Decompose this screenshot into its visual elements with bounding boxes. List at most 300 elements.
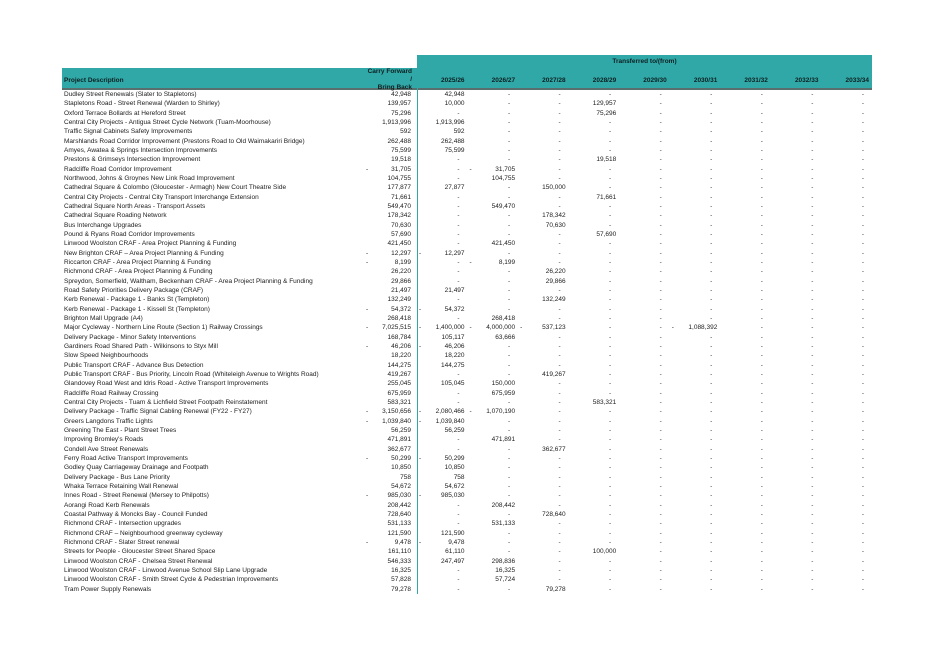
- project-description-cell: Glandovey Road West and Idris Road - Active Transport Improvements: [64, 380, 269, 388]
- year-value-cell: -: [861, 147, 864, 155]
- year-value-cell: -: [558, 426, 561, 434]
- year-value-cell: -: [811, 91, 814, 99]
- year-value-cell: -: [811, 501, 814, 509]
- year-value-cell: -: [760, 548, 763, 556]
- year-value-cell: -: [457, 520, 460, 528]
- year-value-cell: -: [861, 426, 864, 434]
- table-row: [62, 379, 872, 388]
- year-value-cell: -: [659, 91, 662, 99]
- year-value-cell: -: [659, 109, 662, 117]
- year-value-cell: -: [558, 128, 561, 136]
- year-value-cell: - 537,123: [520, 324, 566, 332]
- year-value-cell: -: [710, 417, 713, 425]
- carry-forward-cell: 471,891: [387, 436, 411, 444]
- year-value-cell: -: [710, 221, 713, 229]
- carry-forward-cell: 419,267: [387, 371, 411, 378]
- year-value-cell: -: [659, 259, 662, 267]
- table-row: [62, 109, 872, 118]
- year-value-cell: -: [760, 100, 763, 108]
- project-description-cell: Kerb Renewal - Package 1 - Banks St (Templeton): [64, 296, 210, 304]
- year-value-cell: -: [609, 436, 612, 444]
- carry-forward-cell: 178,342: [387, 212, 411, 220]
- year-value-cell: 21,497: [444, 287, 465, 295]
- year-value-cell: -: [710, 548, 713, 556]
- year-value-cell: -: [507, 445, 511, 453]
- year-value-cell: -: [760, 240, 763, 248]
- project-description-cell: Linwood Woolston CRAF - Smith Street Cycle & Pedestrian Improvements: [64, 576, 279, 584]
- carry-forward-header-line1: Carry Forward /: [367, 68, 412, 83]
- year-value-cell: -: [811, 389, 814, 397]
- year-value-cell: -: [811, 361, 814, 369]
- year-value-cell: -: [861, 305, 864, 313]
- project-description-cell: Gardiners Road Shared Path - Wilkinsons to Styx Mill: [64, 343, 218, 351]
- table-row: [62, 277, 872, 286]
- table-row: [62, 398, 872, 407]
- carry-forward-cell: 549,470: [387, 203, 411, 211]
- year-value-cell: -: [659, 408, 662, 416]
- year-value-cell: -: [609, 492, 612, 500]
- year-value-cell: -: [710, 315, 713, 323]
- year-value-cell: -: [861, 576, 864, 584]
- carry-forward-cell: 21,497: [391, 287, 411, 295]
- year-value-cell: -: [609, 305, 612, 313]
- year-value-cell: -: [710, 100, 713, 108]
- carry-forward-cell: 42,948: [391, 91, 411, 99]
- year-value-cell: -: [558, 436, 561, 444]
- year-value-cell: -: [861, 371, 864, 378]
- year-value-cell: -: [760, 91, 763, 99]
- year-value-cell: -: [760, 566, 763, 574]
- year-value-cell: -: [710, 492, 713, 500]
- year-value-cell: 79,278: [545, 585, 566, 593]
- year-value-cell: -: [861, 184, 864, 192]
- banner-spacer: [62, 55, 417, 68]
- project-description-cell: Coastal Pathway & Moncks Bay - Council Funded: [64, 510, 208, 518]
- carry-forward-cell: - 50,299: [366, 454, 411, 462]
- year-value-cell: -: [811, 296, 814, 304]
- carry-forward-cell: 421,450: [387, 240, 411, 248]
- carry-forward-cell: 208,442: [387, 501, 411, 509]
- year-value-cell: 75,599: [444, 147, 465, 155]
- year-value-cell: -: [861, 417, 864, 425]
- year-value-cell: -: [609, 557, 612, 565]
- year-value-cell: -: [710, 231, 713, 239]
- year-value-cell: -: [861, 259, 864, 267]
- year-value-cell: -: [558, 203, 561, 211]
- year-value-cell: -: [659, 417, 662, 425]
- year-value-cell: -: [811, 371, 814, 378]
- year-value-cell: 10,850: [444, 464, 465, 472]
- year-value-cell: -: [811, 315, 814, 323]
- table-row: [62, 295, 872, 304]
- year-value-cell: -: [609, 566, 612, 574]
- year-value-cell: -: [861, 91, 864, 99]
- year-value-cell: -: [760, 361, 763, 369]
- year-value-cell: -: [861, 324, 864, 332]
- year-value-cell: -: [861, 268, 864, 276]
- year-value-cell: -: [609, 147, 612, 155]
- year-value-cell: -: [558, 91, 561, 99]
- project-description-cell: Northwood, Johns & Groynes New Link Road Improvement: [64, 175, 235, 183]
- year-value-cell: -: [558, 380, 561, 388]
- year-value-cell: -: [558, 548, 561, 556]
- year-value-cell: -: [659, 343, 662, 351]
- year-value-cell: -: [558, 165, 561, 173]
- year-value-cell: -: [861, 557, 864, 565]
- year-value-cell: 262,488: [441, 137, 465, 145]
- year-value-cell: -: [861, 231, 864, 239]
- year-value-cell: 18,220: [444, 352, 465, 360]
- year-value-cell: -: [760, 417, 763, 425]
- year-value-cell: 129,957: [592, 100, 617, 108]
- year-value-cell: -: [457, 436, 460, 444]
- year-value-cell: -: [457, 510, 460, 518]
- year-value-cell: -: [609, 249, 612, 257]
- year-value-cell: -: [609, 184, 612, 192]
- carry-forward-cell: 29,866: [391, 277, 411, 285]
- project-description-cell: Cathedral Square & Colombo (Gloucester - Armagh) New Court Theatre Side: [64, 184, 287, 192]
- year-value-cell: -: [659, 184, 662, 192]
- year-value-cell: - 1,070,190: [469, 408, 516, 416]
- year-value-cell: 27,877: [444, 184, 465, 192]
- year-value-cell: -: [811, 184, 814, 192]
- year-value-cell: -: [507, 184, 511, 192]
- table-row: [62, 370, 872, 379]
- year-value-cell: -: [861, 538, 864, 546]
- project-description-cell: Amyes, Awatea & Springs Intersection Improvements: [64, 147, 218, 155]
- year-value-cell: -: [558, 343, 561, 351]
- year-value-cell: -: [507, 473, 511, 481]
- year-value-cell: -: [558, 259, 561, 267]
- year-value-cell: - 1,400,000: [419, 324, 465, 332]
- year-value-cell: -: [609, 175, 612, 183]
- year-value-cell: -: [861, 156, 864, 164]
- year-value-cell: -: [760, 426, 763, 434]
- year-value-cell: -: [507, 137, 511, 145]
- year-value-cell: 247,497: [441, 557, 465, 565]
- year-value-cell: -: [861, 343, 864, 351]
- year-value-cell: -: [710, 240, 713, 248]
- year-value-cell: - 1,088,392: [671, 324, 718, 332]
- year-value-cell: 531,133: [491, 520, 516, 528]
- year-value-cell: -: [811, 566, 814, 574]
- year-value-cell: -: [760, 343, 763, 351]
- year-value-cell: -: [558, 398, 561, 406]
- year-value-cell: -: [609, 128, 612, 136]
- year-value-cell: -: [760, 315, 763, 323]
- year-value-cell: - 9,478: [419, 538, 465, 546]
- year-value-cell: - 50,299: [419, 454, 465, 462]
- project-description-cell: Greening The East - Plant Street Trees: [64, 426, 177, 434]
- year-value-cell: -: [558, 557, 561, 565]
- table-row: [62, 547, 872, 556]
- project-description-cell: Prestons & Grimseys Intersection Improvement: [64, 156, 201, 164]
- carry-forward-cell: 177,877: [387, 184, 411, 192]
- year-value-cell: -: [811, 417, 814, 425]
- year-value-cell: -: [710, 389, 713, 397]
- year-value-cell: -: [861, 473, 864, 481]
- project-description-header: Project Description: [64, 76, 124, 84]
- year-value-cell: -: [659, 585, 662, 593]
- year-value-cell: -: [710, 371, 713, 378]
- project-description-cell: Cathedral Square North Areas - Transport Assets: [64, 203, 206, 211]
- year-value-cell: -: [609, 277, 612, 285]
- project-description-cell: New Brighton CRAF – Area Project Planning & Funding: [64, 249, 224, 257]
- year-value-cell: 100,000: [592, 548, 617, 556]
- year-value-cell: -: [811, 445, 814, 453]
- carry-forward-cell: 57,828: [391, 576, 411, 584]
- year-value-cell: -: [609, 445, 612, 453]
- year-value-cell: -: [710, 464, 713, 472]
- table-row: [62, 146, 872, 155]
- year-value-cell: 10,000: [444, 100, 465, 108]
- year-value-cell: -: [760, 193, 763, 201]
- project-description-cell: Bus Interchange Upgrades: [64, 221, 142, 229]
- year-value-cell: -: [659, 445, 662, 453]
- year-value-cell: -: [861, 389, 864, 397]
- year-value-cell: -: [760, 147, 763, 155]
- year-value-cell: -: [659, 482, 662, 490]
- table-row: [62, 174, 872, 183]
- carry-forward-cell: - 8,199: [366, 259, 411, 267]
- project-description-cell: Tram Power Supply Renewals: [64, 585, 152, 593]
- year-value-cell: 421,450: [491, 240, 516, 248]
- year-value-cell: -: [760, 454, 763, 462]
- year-value-cell: -: [609, 315, 612, 323]
- year-value-cell: -: [659, 361, 662, 369]
- year-value-cell: -: [760, 510, 763, 518]
- year-value-cell: -: [811, 231, 814, 239]
- year-value-cell: -: [558, 576, 561, 584]
- year-value-cell: -: [558, 408, 561, 416]
- year-value-cell: 42,948: [444, 91, 465, 99]
- carry-forward-cell: 139,957: [387, 100, 411, 108]
- year-value-cell: -: [811, 277, 814, 285]
- project-description-cell: Aorangi Road Kerb Renewals: [64, 501, 150, 509]
- carry-forward-cell: 18,220: [391, 352, 411, 360]
- year-value-cell: -: [507, 371, 511, 378]
- table-row: [62, 267, 872, 276]
- year-value-cell: -: [861, 352, 864, 360]
- carry-forward-cell: - 7,025,515: [366, 324, 411, 332]
- year-value-cell: 26,220: [545, 268, 566, 276]
- year-value-cell: 104,755: [491, 175, 516, 183]
- year-value-cell: -: [457, 371, 460, 378]
- year-value-cell: 19,518: [596, 156, 617, 164]
- year-value-cell: -: [710, 585, 713, 593]
- year-value-cell: -: [861, 361, 864, 369]
- carry-forward-cell: - 31,705: [366, 165, 411, 173]
- project-description-cell: Cathedral Square Roading Network: [64, 212, 167, 220]
- year-value-cell: -: [457, 576, 460, 584]
- year-value-cell: 105,117: [441, 333, 465, 341]
- year-value-cell: -: [811, 482, 814, 490]
- carry-forward-cell: 56,259: [391, 426, 411, 434]
- year-value-cell: - 4,000,000: [469, 324, 516, 332]
- year-value-cell: 298,836: [491, 557, 516, 565]
- project-description-cell: Delivery Package - Bus Lane Priority: [64, 473, 170, 481]
- year-value-cell: -: [760, 464, 763, 472]
- year-value-cell: -: [457, 398, 460, 406]
- table-row: [62, 221, 872, 230]
- year-value-cell: -: [760, 473, 763, 481]
- header-row: [62, 68, 872, 91]
- year-value-cell: -: [811, 119, 814, 127]
- year-value-cell: -: [558, 240, 561, 248]
- carry-forward-cell: 728,640: [387, 510, 411, 518]
- year-value-cell: - 985,030: [419, 492, 465, 500]
- year-value-cell: -: [861, 398, 864, 406]
- year-value-cell: 583,321: [592, 398, 617, 406]
- year-value-cell: -: [659, 557, 662, 565]
- year-header-2031-32: 2031/32: [744, 76, 768, 84]
- project-description-cell: Oxford Terrace Bollards at Hereford Street: [64, 109, 186, 117]
- year-value-cell: -: [609, 510, 612, 518]
- year-value-cell: -: [659, 538, 662, 546]
- year-value-cell: -: [609, 482, 612, 490]
- year-value-cell: -: [760, 203, 763, 211]
- year-value-cell: -: [507, 538, 511, 546]
- year-value-cell: - 1,039,840: [419, 417, 465, 425]
- year-value-cell: -: [760, 221, 763, 229]
- year-value-cell: -: [710, 445, 713, 453]
- year-header-2026-27: 2026/27: [491, 76, 516, 84]
- year-value-cell: -: [710, 165, 713, 173]
- year-value-cell: -: [811, 165, 814, 173]
- year-value-cell: -: [609, 91, 612, 99]
- year-value-cell: -: [811, 576, 814, 584]
- year-value-cell: -: [811, 193, 814, 201]
- year-value-cell: -: [760, 128, 763, 136]
- year-value-cell: -: [811, 538, 814, 546]
- year-value-cell: 178,342: [542, 212, 566, 220]
- table-row: [62, 482, 872, 491]
- year-value-cell: -: [659, 249, 662, 257]
- year-value-cell: -: [659, 380, 662, 388]
- carry-forward-cell: 79,278: [391, 585, 411, 593]
- project-description-cell: Linwood Woolston CRAF - Linwood Avenue School Slip Lane Upgrade: [64, 566, 268, 574]
- carry-forward-cell: 758: [400, 473, 411, 481]
- year-value-cell: -: [609, 137, 612, 145]
- year-value-cell: - 12,297: [419, 249, 465, 257]
- carry-forward-cell: 26,220: [391, 268, 411, 276]
- year-value-cell: -: [558, 249, 561, 257]
- year-value-cell: -: [760, 408, 763, 416]
- table-row: [62, 351, 872, 360]
- table-row: [62, 286, 872, 295]
- year-value-cell: -: [457, 212, 460, 220]
- year-value-cell: -: [507, 156, 511, 164]
- table-row: [62, 99, 872, 108]
- year-value-cell: -: [861, 296, 864, 304]
- project-description-cell: Major Cycleway - Northern Line Route (Section 1) Railway Crossings: [64, 324, 263, 332]
- table-row: [62, 202, 872, 211]
- year-value-cell: -: [861, 585, 864, 593]
- year-value-cell: -: [659, 333, 662, 341]
- project-description-cell: Central City Projects - Central City Transport Interchange Extension: [64, 193, 259, 201]
- table-row: [62, 193, 872, 202]
- project-description-cell: Central City Projects - Antigua Street Cycle Network (Tuam-Moorhouse): [64, 119, 271, 127]
- year-value-cell: -: [659, 240, 662, 248]
- year-value-cell: -: [659, 520, 662, 528]
- project-description-cell: Greers Langdons Traffic Lights: [64, 417, 153, 425]
- project-description-cell: Linwood Woolston CRAF - Area Project Planning & Funding: [64, 240, 237, 248]
- year-value-cell: -: [760, 482, 763, 490]
- year-value-cell: -: [811, 473, 814, 481]
- year-value-cell: -: [861, 315, 864, 323]
- year-value-cell: -: [811, 557, 814, 565]
- year-value-cell: -: [861, 193, 864, 201]
- year-value-cell: -: [760, 371, 763, 378]
- year-value-cell: 57,724: [495, 576, 516, 584]
- year-value-cell: -: [558, 305, 561, 313]
- year-value-cell: -: [811, 109, 814, 117]
- year-value-cell: -: [609, 119, 612, 127]
- project-description-cell: Richmond CRAF - Area Project Planning & Funding: [64, 268, 213, 276]
- year-value-cell: -: [760, 398, 763, 406]
- year-value-cell: -: [811, 520, 814, 528]
- table-row: [62, 500, 872, 509]
- year-value-cell: -: [558, 100, 561, 108]
- year-value-cell: -: [710, 520, 713, 528]
- year-value-cell: -: [659, 305, 662, 313]
- carry-forward-cell: 121,590: [387, 529, 411, 537]
- table-row: [62, 472, 872, 481]
- project-description-cell: Road Safety Priorities Delivery Package (CRAF): [64, 287, 204, 295]
- year-value-cell: -: [811, 175, 814, 183]
- year-value-cell: 150,000: [542, 184, 566, 192]
- year-value-cell: -: [609, 259, 612, 267]
- year-value-cell: -: [609, 585, 612, 593]
- table-row: [62, 519, 872, 528]
- year-value-cell: -: [659, 454, 662, 462]
- year-value-cell: -: [507, 305, 511, 313]
- year-value-cell: -: [659, 492, 662, 500]
- year-value-cell: -: [811, 380, 814, 388]
- project-description-cell: Delivery Package - Traffic Signal Cabling Renewal (FY22 - FY27): [64, 408, 252, 416]
- table-row: [62, 211, 872, 220]
- year-value-cell: -: [861, 221, 864, 229]
- project-description-cell: Radcliffe Road Corridor Improvement: [64, 165, 172, 173]
- year-value-cell: 268,418: [491, 315, 516, 323]
- project-description-cell: Improving Bromley's Roads: [64, 436, 144, 444]
- project-description-cell: Pound & Ryans Road Corridor Improvements: [64, 231, 195, 239]
- year-value-cell: -: [760, 585, 763, 593]
- year-value-cell: -: [710, 119, 713, 127]
- year-value-cell: -: [760, 287, 763, 295]
- year-value-cell: -: [558, 109, 561, 117]
- year-value-cell: -: [507, 352, 511, 360]
- year-value-cell: -: [507, 147, 511, 155]
- table-row: [62, 491, 872, 500]
- year-value-cell: -: [861, 203, 864, 211]
- year-value-cell: -: [659, 501, 662, 509]
- table-row: [62, 249, 872, 258]
- table-row: [62, 510, 872, 519]
- year-value-cell: -: [507, 529, 511, 537]
- table-row: [62, 575, 872, 584]
- year-value-cell: -: [710, 343, 713, 351]
- year-value-cell: -: [457, 165, 460, 173]
- year-value-cell: -: [710, 147, 713, 155]
- year-value-cell: -: [558, 175, 561, 183]
- year-value-cell: -: [760, 352, 763, 360]
- year-value-cell: -: [710, 361, 713, 369]
- year-value-cell: -: [507, 510, 511, 518]
- year-value-cell: - 31,705: [469, 165, 516, 173]
- carry-forward-cell: 1,913,996: [382, 119, 411, 127]
- year-value-cell: -: [659, 529, 662, 537]
